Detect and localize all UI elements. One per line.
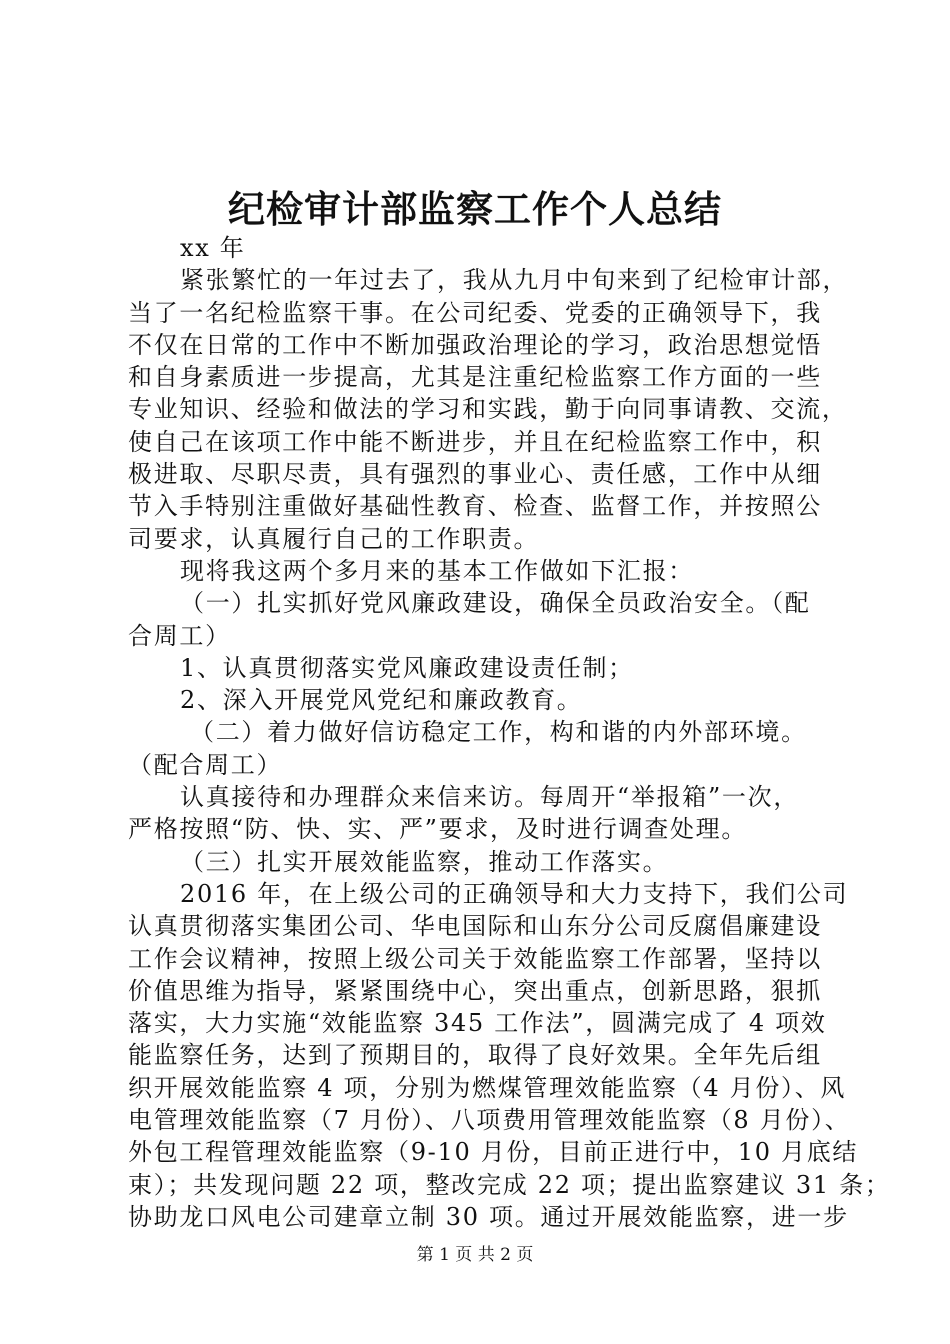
section-heading: 合周工） — [128, 621, 231, 650]
year-line: xx 年 — [180, 234, 246, 262]
paragraph-line: 紧张繁忙的一年过去了，我从九月中旬来到了纪检审计部， — [180, 266, 849, 295]
section-heading: （一）扎实抓好党风廉政建设，确保全员政治安全。（配 — [180, 589, 811, 618]
paragraph-line: 电管理效能监察（7 月份）、八项费用管理效能监察（8 月份）、 — [128, 1106, 851, 1135]
list-item: 2、深入开展党风党纪和廉政教育。 — [180, 686, 583, 715]
paragraph-line: 节入手特别注重做好基础性教育、检查、监督工作，并按照公 — [128, 492, 822, 521]
paragraph-line: 和自身素质进一步提高，尤其是注重纪检监察工作方面的一些 — [128, 363, 822, 392]
paragraph-line: 价值思维为指导，紧紧围绕中心，突出重点，创新思路，狠抓 — [128, 976, 822, 1005]
paragraph-line: 2016 年，在上级公司的正确领导和大力支持下，我们公司 — [180, 879, 849, 908]
paragraph-line: 落实，大力实施“效能监察 345 工作法”，圆满完成了 4 项效 — [128, 1009, 827, 1038]
paragraph-line: 外包工程管理效能监察（9-10 月份，目前正进行中，10 月底结 — [128, 1138, 859, 1167]
section-heading: （配合周工） — [128, 750, 283, 779]
paragraph-line: 当了一名纪检监察干事。在公司纪委、党委的正确领导下，我 — [128, 298, 822, 327]
paragraph-line: 专业知识、经验和做法的学习和实践，勤于向同事请教、交流， — [128, 395, 848, 424]
paragraph-line: 严格按照“防、快、实、严”要求，及时进行调查处理。 — [128, 815, 748, 844]
paragraph-line: 不仅在日常的工作中不断加强政治理论的学习，政治思想觉悟 — [128, 330, 822, 359]
paragraph-line: 工作会议精神，按照上级公司关于效能监察工作部署，坚持以 — [128, 944, 822, 973]
paragraph-line: 协助龙口风电公司建章立制 30 项。通过开展效能监察，进一步 — [128, 1202, 849, 1231]
paragraph-line: 束）；共发现问题 22 项，整改完成 22 项；提出监察建议 31 条； — [128, 1170, 891, 1199]
paragraph-line: 司要求，认真履行自己的工作职责。 — [128, 524, 540, 553]
paragraph-line: 使自己在该项工作中能不断进步，并且在纪检监察工作中，积 — [128, 427, 822, 456]
section-heading: （三）扎实开展效能监察，推动工作落实。 — [180, 847, 669, 876]
paragraph-line: 能监察任务，达到了预期目的，取得了良好效果。全年先后组 — [128, 1041, 822, 1070]
page-number-footer: 第 1 页 共 2 页 — [416, 1245, 534, 1265]
paragraph-line: 认真贯彻落实集团公司、华电国际和山东分公司反腐倡廉建设 — [128, 912, 822, 941]
paragraph-line: 织开展效能监察 4 项，分别为燃煤管理效能监察（4 月份）、风 — [128, 1073, 847, 1102]
document-body — [128, 232, 891, 1233]
paragraph-line: 现将我这两个多月来的基本工作做如下汇报： — [180, 556, 694, 585]
paragraph-line: 极进取、尽职尽责，具有强烈的事业心、责任感，工作中从细 — [128, 460, 822, 489]
document-title: 纪检审计部监察工作个人总结 — [228, 187, 722, 231]
section-heading: （二）着力做好信访稳定工作，构和谐的内外部环境。 — [190, 718, 807, 747]
list-item: 1、认真贯彻落实党风廉政建设责任制； — [180, 653, 634, 682]
paragraph-line: 认真接待和办理群众来信来访。每周开“举报箱”一次， — [180, 783, 800, 812]
